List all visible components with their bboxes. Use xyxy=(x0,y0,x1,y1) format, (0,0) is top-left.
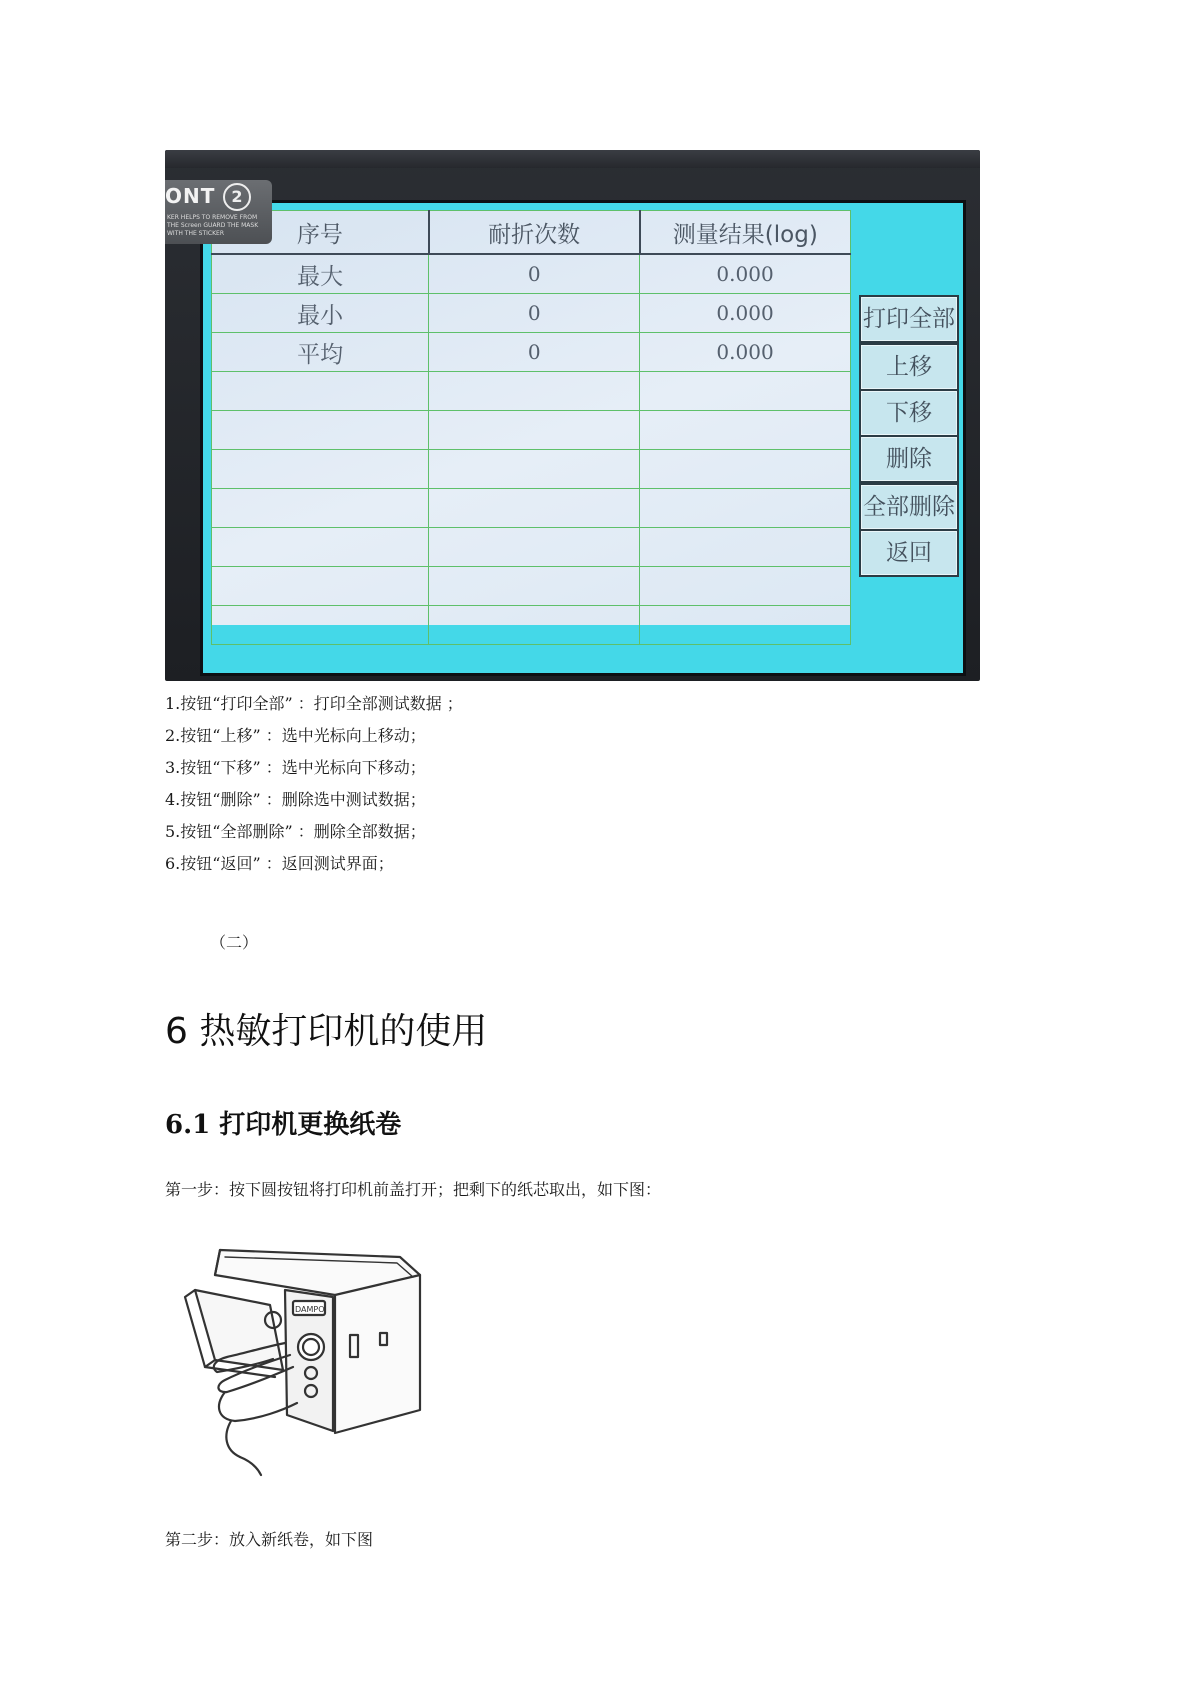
empty-cell xyxy=(212,528,429,567)
lcd-screen xyxy=(200,200,966,676)
table-header-row xyxy=(212,211,851,255)
figure-caption: （二） xyxy=(210,933,259,952)
delete-button[interactable]: 删除 xyxy=(859,435,959,483)
device-bezel xyxy=(165,150,980,168)
table-row[interactable] xyxy=(212,333,851,372)
table-row[interactable] xyxy=(212,294,851,333)
column-header-fold-count: 耐折次数 xyxy=(429,211,640,255)
empty-cell xyxy=(640,567,851,606)
empty-cell xyxy=(212,567,429,606)
empty-cell xyxy=(429,411,640,450)
table-row-empty[interactable] xyxy=(212,567,851,606)
empty-cell xyxy=(640,450,851,489)
table-row-empty[interactable] xyxy=(212,489,851,528)
empty-cell xyxy=(212,450,429,489)
value-cell: 0.000 xyxy=(640,294,851,333)
results-table-area xyxy=(211,210,851,625)
print-all-button[interactable]: 打印全部 xyxy=(859,295,959,343)
subsection-title: 6.1 打印机更换纸卷 xyxy=(165,1110,402,1140)
printer-illustration xyxy=(165,1235,440,1495)
empty-cell xyxy=(640,411,851,450)
protective-film-sticker xyxy=(165,180,272,244)
empty-cell xyxy=(429,528,640,567)
empty-cell xyxy=(429,489,640,528)
instruction-line: 6.按钮“返回” ：返回测试界面； xyxy=(165,854,394,873)
empty-cell xyxy=(640,528,851,567)
empty-cell xyxy=(212,489,429,528)
sticker-number: 2 xyxy=(223,183,251,211)
table-row-empty[interactable] xyxy=(212,528,851,567)
value-cell: 0.000 xyxy=(640,254,851,294)
row-label-cell: 平均 xyxy=(212,333,429,372)
column-header-result: 测量结果(log) xyxy=(640,211,851,255)
empty-cell xyxy=(640,489,851,528)
table-row-empty[interactable] xyxy=(212,411,851,450)
value-cell: 0 xyxy=(429,294,640,333)
table-row-empty[interactable] xyxy=(212,450,851,489)
back-button[interactable]: 返回 xyxy=(859,529,959,577)
value-cell: 0 xyxy=(429,254,640,294)
device-screen-photo xyxy=(165,150,980,681)
row-label-cell: 最小 xyxy=(212,294,429,333)
step-two-text: 第二步：放入新纸卷，如下图 xyxy=(165,1530,374,1549)
empty-cell xyxy=(429,372,640,411)
printer-brand-label: DAMPO xyxy=(295,1305,325,1314)
table-row-empty[interactable] xyxy=(212,372,851,411)
results-table xyxy=(211,210,851,645)
step-one-text: 第一步：按下圆按钮将打印机前盖打开；把剩下的纸芯取出，如下图： xyxy=(165,1180,662,1199)
value-cell: 0 xyxy=(429,333,640,372)
empty-cell xyxy=(429,606,640,645)
delete-all-button[interactable]: 全部删除 xyxy=(859,483,959,531)
empty-cell xyxy=(429,567,640,606)
instruction-line: 2.按钮“上移” ：选中光标向上移动； xyxy=(165,726,426,745)
move-up-button[interactable]: 上移 xyxy=(859,343,959,391)
empty-cell xyxy=(640,606,851,645)
column-header-index: 序号 xyxy=(212,211,429,255)
empty-cell xyxy=(212,606,429,645)
empty-cell xyxy=(640,372,851,411)
value-cell: 0.000 xyxy=(640,333,851,372)
row-label-cell: 最大 xyxy=(212,254,429,294)
instruction-line: 1.按钮“打印全部” ：打印全部测试数据 ； xyxy=(165,694,463,713)
empty-cell xyxy=(212,372,429,411)
table-row-empty[interactable] xyxy=(212,606,851,645)
empty-cell xyxy=(429,450,640,489)
empty-cell xyxy=(212,411,429,450)
side-button-panel xyxy=(855,203,959,673)
sticker-fine-print: KER HELPS TO REMOVE FROM THE Screen GUARD THE MASK WITH THE STICKER xyxy=(167,214,259,237)
section-title: 6 热敏打印机的使用 xyxy=(165,1011,488,1052)
table-row[interactable] xyxy=(212,254,851,294)
sticker-text: ONT xyxy=(165,184,216,208)
instruction-line: 4.按钮“删除” ：删除选中测试数据； xyxy=(165,790,426,809)
instruction-line: 5.按钮“全部删除” ：删除全部数据； xyxy=(165,822,426,841)
instruction-line: 3.按钮“下移” ：选中光标向下移动； xyxy=(165,758,426,777)
move-down-button[interactable]: 下移 xyxy=(859,389,959,437)
